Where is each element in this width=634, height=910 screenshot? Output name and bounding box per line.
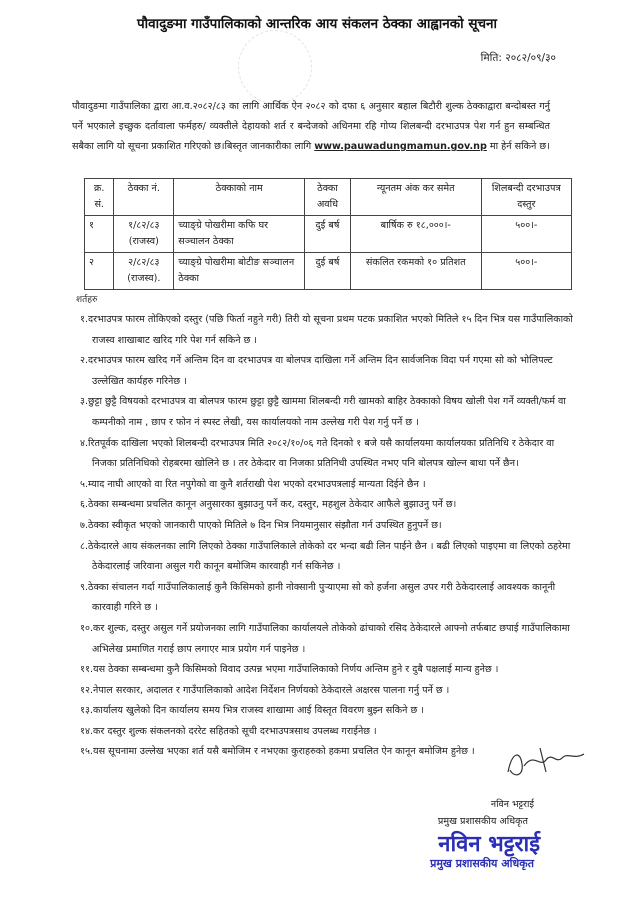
term-item: १३.कार्यालय खुलेको दिन कार्यालय समय भित्र राजस्व शाखामा आई विस्तृत विवरण बुझ्न सकिने छ । — [80, 705, 424, 717]
table-row — [85, 253, 572, 290]
term-item: १४.कर दस्तुर शुल्क संकलनको दररेट सहितको सूची दरभाउपत्रसाथ उपलब्ध गराईनेछ । — [80, 725, 377, 737]
term-item: १२.नेपाल सरकार, अदालत र गाउँपालिकाको आदेश निर्देशन निर्णयको ठेकेदारले अक्षरस पालना गर्नु पर्ने छ । — [80, 684, 450, 696]
term-item: २.दरभाउपत्र फारम खरिद गर्ने अन्तिम दिन वा दरभाउपत्र वा बोलपत्र दाखिला गर्ने अन्तिम दिन सार्वजनिक विदा पर्न गएमा सो को भोलिपल्ट उल्लेखित कार्यहरु गरिनेछ । — [80, 355, 553, 387]
term-item: १५.यस सूचनामा उल्लेख भएका शर्त यसै बमोजिम र नभएका कुराहरुको हकमा प्रचलित ऐन कानून बमोजिम हुनेछ । — [80, 746, 475, 758]
term-item: ५.म्याद नाघी आएको वा रित नपुगेको वा कुनै शर्तराखी पेश भएको दरभाउपत्रलाई मान्यता दिईने छैन । — [80, 478, 426, 490]
notice-title: पौवादुङमा गाउँपालिकाको आन्तरिक आय संकलन ठेक्का आह्वानको सूचना — [136, 16, 498, 32]
header-fee: शिलबन्दी दरभाउपत्र दस्तुर — [481, 179, 571, 216]
website-link[interactable]: www.pauwadungmamun.gov.np — [314, 141, 487, 152]
cell-tender-no: १/८२/८३ (राजस्व) — [114, 216, 174, 253]
signatory-title: प्रमुख प्रशासकीय अधिकृत — [437, 816, 528, 827]
stamp-name: नविन भट्टराई — [438, 832, 540, 857]
header-tender-no: ठेक्का नं. — [114, 179, 174, 216]
term-item: ८.ठेकेदारले आय संकलनका लागि लिएको ठेक्का गाउँपालिकाले तोकेको दर भन्दा बढी लिन पाईने छैन । बढी लिएको पाइएमा वा लिएको ठहरेमा ठेकेदारलाई जरिवाना असुल गरी कानून बमोजिम कारवाही गर्न सकिनेछ । — [80, 540, 571, 573]
header-tender-name: ठेक्काको नाम — [174, 179, 305, 216]
term-item: ४.रितपूर्वक दाखिला भएको शिलबन्दी दरभाउपत्र मिति २०८२/१०/०६ गते दिनको १ बजे यसै कार्यालयमा कार्यालयका प्रतिनिधि र ठेकेदार वा निजका प्रतिनिधिको रोहबरमा खोलिने छ । तर ठेकेदार वा निजका प्रतिनिधी उपस्थित नभए पनि बोलपत्र खोल्न बाधा पर्ने छैन। — [80, 437, 555, 470]
tender-table — [84, 178, 572, 290]
header-duration: ठेक्का अवधि — [305, 179, 351, 216]
cell-tender-name: च्याङ्ग्रे पोखरीमा कफि घर सञ्चालन ठेक्का — [174, 216, 305, 253]
table-header-row — [85, 179, 572, 216]
table-row — [85, 216, 572, 253]
intro-text: पौवादुङमा गाउँपालिका द्वारा आ.व.२०८२/८३ का लागि आर्थिक ऐन २०८२ को दफा ६ अनुसार बहाल बिटौरी शुल्क ठेक्काद्वारा बन्दोबस्त गर्नु पर्ने भएकाले इच्छुक दर्तावाला फर्महरु/ व्यक्तीले देहायको शर्त र बन्देजको अधिनमा रहि गोप्य शिलबन्दी दरभाउपत्र पेश गर्न हुन सम्बन्धित सबैका लागि यो सूचना प्रकाशित गरिएको छ।बिस्तृत जानकारीका लागि — [72, 101, 550, 152]
header-minimum: न्यूनतम अंक कर समेत — [350, 179, 481, 216]
term-item: ११.यस ठेक्का सम्बन्धमा कुनै किसिमको विवाद उत्पन्न भएमा गाउँपालिकाको निर्णय अन्तिम हुने र दुबै पक्षलाई मान्य हुनेछ । — [80, 664, 499, 676]
cell-duration: दुई बर्ष — [305, 216, 351, 253]
office-seal-watermark — [238, 30, 312, 104]
terms-list — [80, 310, 578, 763]
handwritten-signature — [500, 742, 590, 782]
term-item: १.दरभाउपत्र फारम तोकिएको दस्तुर (पछि फिर्ता नहुने गरी) तिरी यो सूचना प्रथम पटक प्रकाशित भएको मितिले १५ दिन भित्र यस गाउँपालिकाको राजस्व शाखाबाट खरिद गरि पेश गर्न सकिने छ । — [80, 314, 573, 346]
cell-fee: ५००।- — [481, 216, 571, 253]
notice-date: मिति: २०८२/०९/३० — [480, 52, 556, 64]
cell-sn: २ — [85, 253, 114, 290]
cell-tender-name: च्याङ्ग्रे पोखरीमा बोटीङ सञ्चालन ठेक्का — [174, 253, 305, 290]
cell-minimum: बार्षिक रु १८,०००।- — [350, 216, 481, 253]
cell-fee: ५००।- — [481, 253, 571, 290]
term-item: ३.छुट्टा छुट्टै विषयको दरभाउपत्र वा बोलपत्र फारम छुट्टा छुट्टै खाममा शिलबन्दी गरी खामको बाहिर ठेक्काको विषय खोली पेश गर्ने व्यक्ती/फर्म वा कम्पनीको नाम , छाप र फोन नं स्पस्ट लेखी, यस कार्यालयको नाम उल्लेख गरी पेश गर्नु पर्ने छ । — [80, 396, 566, 428]
term-item: १०.कर शुल्क, दस्तुर असुल गर्ने प्रयोजनका लागि गाउँपालिका कार्यालयले तोकेको ढांचाको रसिद ठेकेदारले आफ्नो तर्फबाट छपाई गाउँपालिकामा अभिलेख प्रमाणित गराई छाप लगाएर मात्र प्रयोग गर्न पाइनेछ । — [80, 622, 570, 655]
cell-minimum: संकलित रकमको १० प्रतिशत — [350, 253, 481, 290]
terms-label: शर्तहरु — [76, 295, 98, 305]
cell-duration: दुई बर्ष — [305, 253, 351, 290]
intro-end-text: मा हेर्न सकिने छ। — [486, 141, 550, 152]
cell-tender-no: २/८२/८३ (राजस्व). — [114, 253, 174, 290]
term-item: ७.ठेक्का स्वीकृत भएको जानकारी पाएको मितिले ७ दिन भित्र नियमानुसार संझौता गर्न उपस्थित हुनुपर्ने छ। — [80, 519, 442, 531]
cell-sn: १ — [85, 216, 114, 253]
signatory-name: नविन भट्टराई — [490, 799, 534, 810]
intro-paragraph — [72, 97, 550, 157]
stamp-title: प्रमुख प्रशासकीय अधिकृत — [430, 857, 534, 870]
header-sn: क्र. सं. — [85, 179, 114, 216]
term-item: ९.ठेक्का संचालन गर्दा गाउँपालिकालाई कुनै किसिमको हानी नोक्सानी पुर्‍याएमा सो को हर्जना असुल उपर गरी ठेकेदारलाई आवश्यक कानूनी कारवाही गरिने छ । — [80, 581, 556, 614]
term-item: ६.ठेक्का सम्बन्धमा प्रचलित कानून अनुसारका बुझाउनु पर्ने कर, दस्तुर, महशुल ठेकेदार आफैले बुझाउनु पर्ने छ। — [80, 499, 457, 511]
